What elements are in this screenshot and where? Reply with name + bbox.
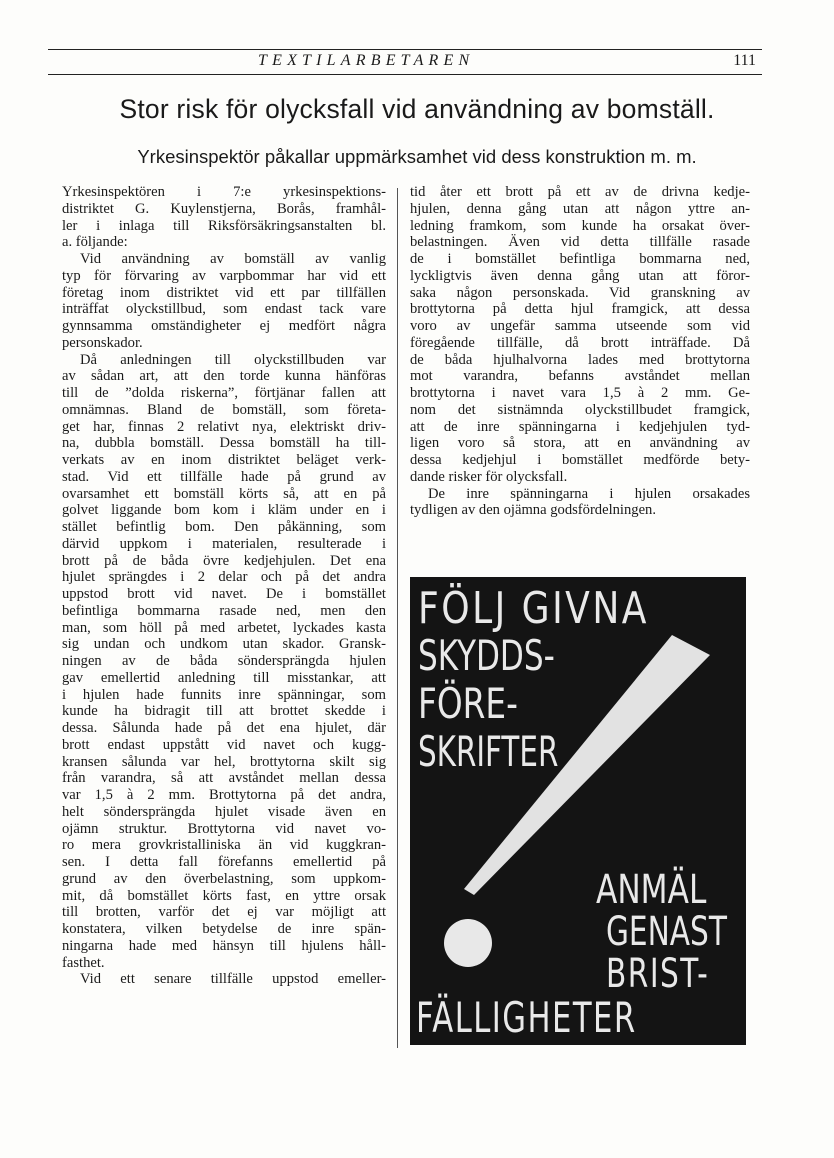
- text-line: distriktet G. Kuylenstjerna, Borås, framhål-: [62, 200, 386, 217]
- article-column-left: [62, 184, 386, 988]
- text-line: kransen sålunda var hel, brottytorna skilt sig: [62, 753, 386, 770]
- text-line: dande risker för olycksfall.: [410, 468, 568, 485]
- page-number: 111: [733, 52, 756, 69]
- text-line: sen. I detta fall förefanns emellertid på: [62, 854, 386, 870]
- text-line: stad. Vid ett tillfälle hade på grund av: [62, 468, 386, 485]
- poster-line-3: FÖRE-: [418, 679, 518, 728]
- text-line: ligen voro så stora, att en användning av: [410, 435, 750, 452]
- text-line: sig undan och undkom utan skador. Gransk-: [62, 636, 386, 653]
- text-line: ler i inlaga till Riksförsäkringsanstalten bl.: [62, 217, 386, 234]
- text-line: dessa. Sålunda hade på det ena hjulet, där: [62, 720, 386, 736]
- safety-poster: [410, 577, 746, 1045]
- text-line: de i bomstället befintliga bommarna ned,: [410, 251, 750, 267]
- text-line: na, dubbla bomställ. Dessa bomställ ha till-: [62, 435, 386, 452]
- text-line: ningarna hade med hänsyn till hjulens håll-: [62, 937, 386, 954]
- text-line: fasthet.: [62, 954, 105, 971]
- text-line: typ för förvaring av varpbommar har vid ett: [62, 267, 386, 284]
- text-line: personskador.: [62, 334, 143, 351]
- text-line: saka någon personskada. Vid granskning av: [410, 284, 750, 301]
- text-line: gynnsamma omständigheter ej medfört några: [62, 318, 386, 334]
- text-line: ojämn struktur. Brottytorna vid navet vo-: [62, 820, 386, 837]
- header-top-rule: [48, 49, 762, 50]
- text-line: omnämnas. Bland de bomställ, som företa-: [62, 401, 386, 418]
- text-line: get har, finnas 2 relativt nya, elektriskt driv-: [62, 418, 386, 435]
- text-line: golvet liggande bom kom i kläm under en i: [62, 502, 386, 519]
- article-title: Stor risk för olycksfall vid användning av bomställ.: [119, 94, 715, 124]
- poster-line-7: BRIST-: [606, 951, 710, 997]
- text-line: belastningen. Även vid detta tillfälle rasade: [410, 234, 750, 251]
- header-bottom-rule: [48, 74, 762, 75]
- text-line: gav emellertid anledning till misstankar, att: [62, 669, 386, 686]
- text-line: grund av den överbelastning, som uppkom-: [62, 870, 386, 887]
- text-line: dessa kedjehjul i bomstället medförde bety-: [410, 452, 750, 468]
- text-line: företag inom distriktet vid ett par tillfällen: [62, 284, 386, 301]
- text-line: Vid användning av bomställ av vanlig: [80, 251, 386, 267]
- text-line: kunde ha bidragit till att brottet skedde i: [62, 703, 386, 720]
- article-column-right: [410, 184, 750, 519]
- text-line: mit, då bomstället körts fast, en yttre orsak: [62, 887, 386, 904]
- text-line: ro mera grovkristalliniska än vid kuggkran-: [62, 837, 386, 854]
- text-line: brott på de båda övre kedjehjulen. Det ena: [62, 552, 386, 569]
- poster-line-2: SKYDDS-: [418, 631, 555, 680]
- text-line: De inre spänningarna i hjulen orsakades: [428, 485, 750, 502]
- text-line: brottytorna på detta hjul framgick, att dessa: [410, 301, 750, 318]
- text-line: uppstod brott vid navet. De i bomstället: [62, 586, 386, 602]
- text-line: ovarsamhet ett bomställ körts så, att en på: [62, 485, 386, 502]
- article-subtitle: Yrkesinspektör påkallar uppmärksamhet vid dess konstruktion m. m.: [137, 146, 697, 167]
- text-line: brott endast uppstått vid navet och kugg-: [62, 736, 386, 753]
- poster-line-4: SKRIFTER: [418, 727, 559, 776]
- text-line: tydligen av den ojämna godsfördelningen.: [410, 502, 657, 519]
- text-line: hjulet sprängdes i 2 delar och på det andra: [62, 569, 386, 586]
- text-line: befintliga bommarna rasade ned, men den: [62, 602, 386, 619]
- text-line: till de ”dolda riskerna”, förtjänar fallen att: [62, 385, 386, 401]
- text-line: Vid ett senare tillfälle uppstod emeller-: [80, 971, 386, 988]
- text-line: till brotten, varför det ej var möjligt att: [62, 904, 386, 921]
- text-line: lyckligtvis även denna gång utan att föror-: [410, 267, 750, 284]
- text-line: ledning framkom, som kunde ha orsakat över-: [410, 217, 750, 234]
- text-line: hjulen, denna gång utan att någon yttre an-: [410, 200, 750, 217]
- text-line: man, som höll på med arbetet, lyckades kasta: [62, 619, 386, 636]
- text-line: i hjulen hade funnits inre spänningar, som: [62, 686, 386, 703]
- text-line: helt söndersprängda hjulet visade även en: [62, 803, 386, 820]
- poster-line-6: GENAST: [606, 909, 727, 955]
- poster-line-1: FÖLJ GIVNA: [418, 583, 649, 634]
- text-line: var 1,5 à 2 mm. Brottytorna på det andra,: [62, 787, 386, 803]
- text-line: inträffat olyckstillbud, som endast tack vare: [62, 301, 386, 318]
- journal-name: TEXTILARBETAREN: [258, 52, 475, 69]
- text-line: brottytorna i navet vara 1,5 à 2 mm. Ge-: [410, 385, 750, 401]
- column-divider: [397, 188, 398, 1048]
- text-line: att de inre spänningarna i kedjehjulen tyd-: [410, 418, 750, 435]
- text-line: nom det sistnämnda olyckstillbudet framgick,: [410, 401, 750, 418]
- text-line: a. följande:: [62, 234, 128, 251]
- poster-line-5: ANMÄL: [596, 867, 707, 913]
- text-line: stället befintlig bom. Den påkänning, som: [62, 519, 386, 535]
- poster-line-8: FÄLLIGHETER: [416, 993, 637, 1042]
- text-line: Yrkesinspektören i 7:e yrkesinspektions-: [62, 184, 386, 200]
- text-line: verkats av en inom distriktet beläget verk-: [62, 452, 386, 468]
- text-line: voro av ungefär samma utseende som vid: [410, 318, 750, 334]
- text-line: föregående tillfälle, då brott inträffade. Då: [410, 334, 750, 351]
- text-line: från varandra, så att avståndet mellan dessa: [62, 770, 386, 787]
- page-header: [48, 52, 762, 74]
- text-line: Då anledningen till olyckstillbuden var: [80, 351, 386, 368]
- text-line: av sådan art, att den torde kunna hänföras: [62, 368, 386, 385]
- text-line: konstatera, vilken betydelse de inre spän-: [62, 921, 386, 937]
- text-line: mot varandra, befanns avståndet mellan: [410, 368, 750, 385]
- text-line: tid åter ett brott på ett av de drivna kedje-: [410, 184, 750, 200]
- text-line: därvid uppkom i materialen, resulterade i: [62, 535, 386, 552]
- text-line: ningen av de båda söndersprängda hjulen: [62, 653, 386, 669]
- text-line: de båda hjulhalvorna lades med brottytorna: [410, 351, 750, 368]
